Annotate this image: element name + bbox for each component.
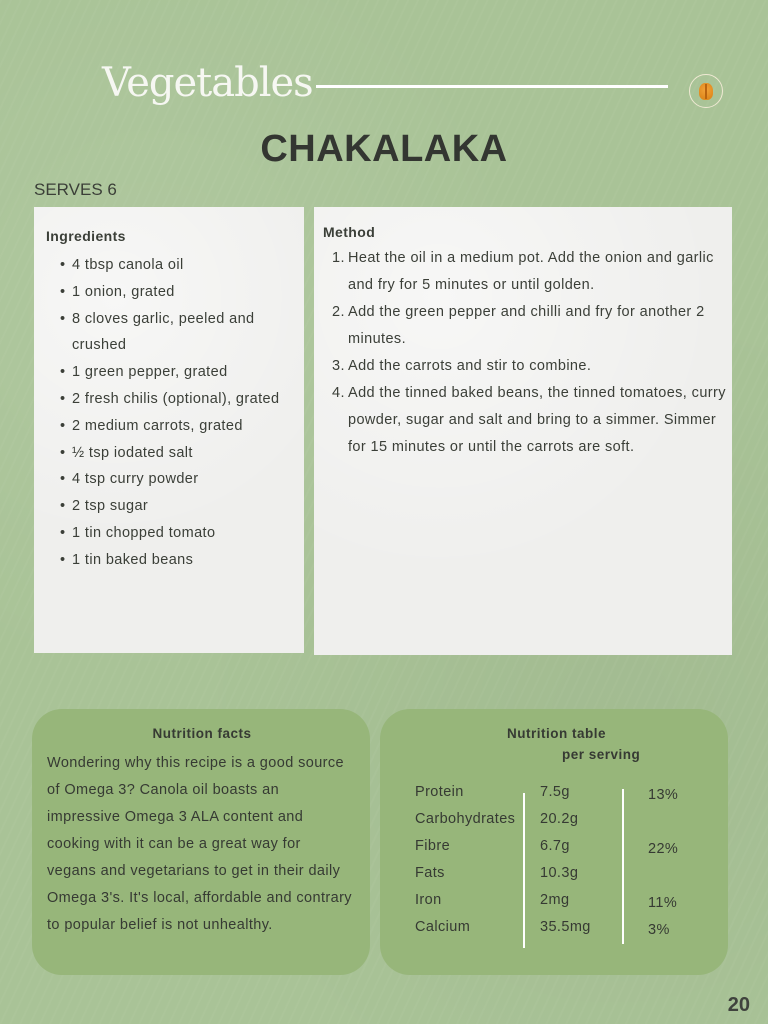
step-text: Add the carrots and stir to combine. — [348, 358, 592, 374]
method-steps — [332, 245, 727, 461]
step-text: Heat the oil in a medium pot. Add the onion and garlic and fry for 5 minutes or until golden. — [348, 250, 714, 293]
method-card — [314, 207, 732, 655]
nutrition-table-panel — [380, 709, 728, 975]
nutrient-value: 2mg — [540, 892, 570, 908]
ingredients-heading: Ingredients — [46, 228, 126, 244]
nutrition-facts-text: Wondering why this recipe is a good source of Omega 3? Canola oil boasts an impressive Omega 3 ALA content and cooking with it can be a great way for vegans and vegetarians to get in their daily Omega 3's. It's local, affordable and contrary to popular belief is not unhealthy. — [47, 755, 352, 933]
nutrition-facts-heading: Nutrition facts — [152, 726, 252, 741]
column-divider — [523, 793, 525, 948]
step-text: Add the green pepper and chilli and fry for another 2 minutes. — [348, 304, 705, 347]
nutrient-value: 35.5mg — [540, 919, 591, 935]
method-heading: Method — [323, 224, 376, 240]
nutrient-name: Protein — [415, 784, 464, 800]
nutrient-percent: 3% — [648, 922, 670, 938]
nutrient-percent — [648, 809, 678, 836]
method-step — [332, 245, 727, 299]
ingredient-item: • 1 green pepper, grated — [72, 359, 304, 386]
nutrient-percent-column — [648, 782, 678, 944]
nutrient-percent — [648, 863, 678, 890]
nutrient-value: 20.2g — [540, 811, 579, 827]
ingredient-item: • 4 tsp curry powder — [72, 466, 304, 493]
step-number: 3. — [332, 358, 345, 374]
ingredient-item: • 2 fresh chilis (optional), grated — [72, 386, 304, 413]
nutrition-facts-panel — [32, 709, 370, 975]
nutrient-value: 10.3g — [540, 865, 579, 881]
method-step — [332, 353, 727, 380]
step-number: 2. — [332, 304, 345, 320]
step-number: 1. — [332, 250, 345, 266]
ingredients-card — [34, 207, 304, 653]
column-divider — [622, 789, 624, 944]
category-badge — [689, 74, 723, 108]
nutrient-name: Fibre — [415, 838, 451, 854]
nutrient-percent: 13% — [648, 787, 679, 803]
nutrient-name: Carbohydrates — [415, 811, 516, 827]
ingredient-item: • ½ tsp iodated salt — [72, 440, 304, 467]
recipe-title: CHAKALAKA — [260, 128, 508, 170]
method-step — [332, 299, 727, 353]
section-title: Vegetables — [102, 60, 313, 106]
nutrient-name: Calcium — [415, 919, 471, 935]
nutrient-name: Iron — [415, 892, 442, 908]
nutrition-table-subheading: per serving — [562, 747, 641, 762]
nutrient-name: Fats — [415, 865, 445, 881]
ingredient-item: • 8 cloves garlic, peeled and crushed — [72, 306, 304, 360]
brain-icon — [699, 83, 713, 100]
ingredient-item: • 2 medium carrots, grated — [72, 413, 304, 440]
ingredients-list — [72, 252, 304, 574]
nutrient-names-column — [415, 779, 515, 941]
nutrition-table-heading: Nutrition table — [507, 726, 606, 741]
serves-label: SERVES 6 — [34, 180, 117, 199]
section-divider — [316, 85, 668, 88]
page-number: 20 — [727, 994, 750, 1016]
method-step — [332, 380, 727, 461]
step-text: Add the tinned baked beans, the tinned tomatoes, curry powder, sugar and salt and bring to a simmer. Simmer for 15 minutes or until the carrots are soft. — [348, 385, 726, 455]
step-number: 4. — [332, 385, 345, 401]
ingredient-item: • 1 tin baked beans — [72, 547, 304, 574]
ingredient-item: • 2 tsp sugar — [72, 493, 304, 520]
nutrient-value: 6.7g — [540, 838, 570, 854]
nutrient-percent: 22% — [648, 841, 679, 857]
ingredient-item: • 1 onion, grated — [72, 279, 304, 306]
ingredient-item: • 1 tin chopped tomato — [72, 520, 304, 547]
ingredient-item: • 4 tbsp canola oil — [72, 252, 304, 279]
nutrient-value: 7.5g — [540, 784, 570, 800]
nutrient-values-column — [540, 779, 591, 941]
nutrient-percent: 11% — [648, 895, 678, 911]
